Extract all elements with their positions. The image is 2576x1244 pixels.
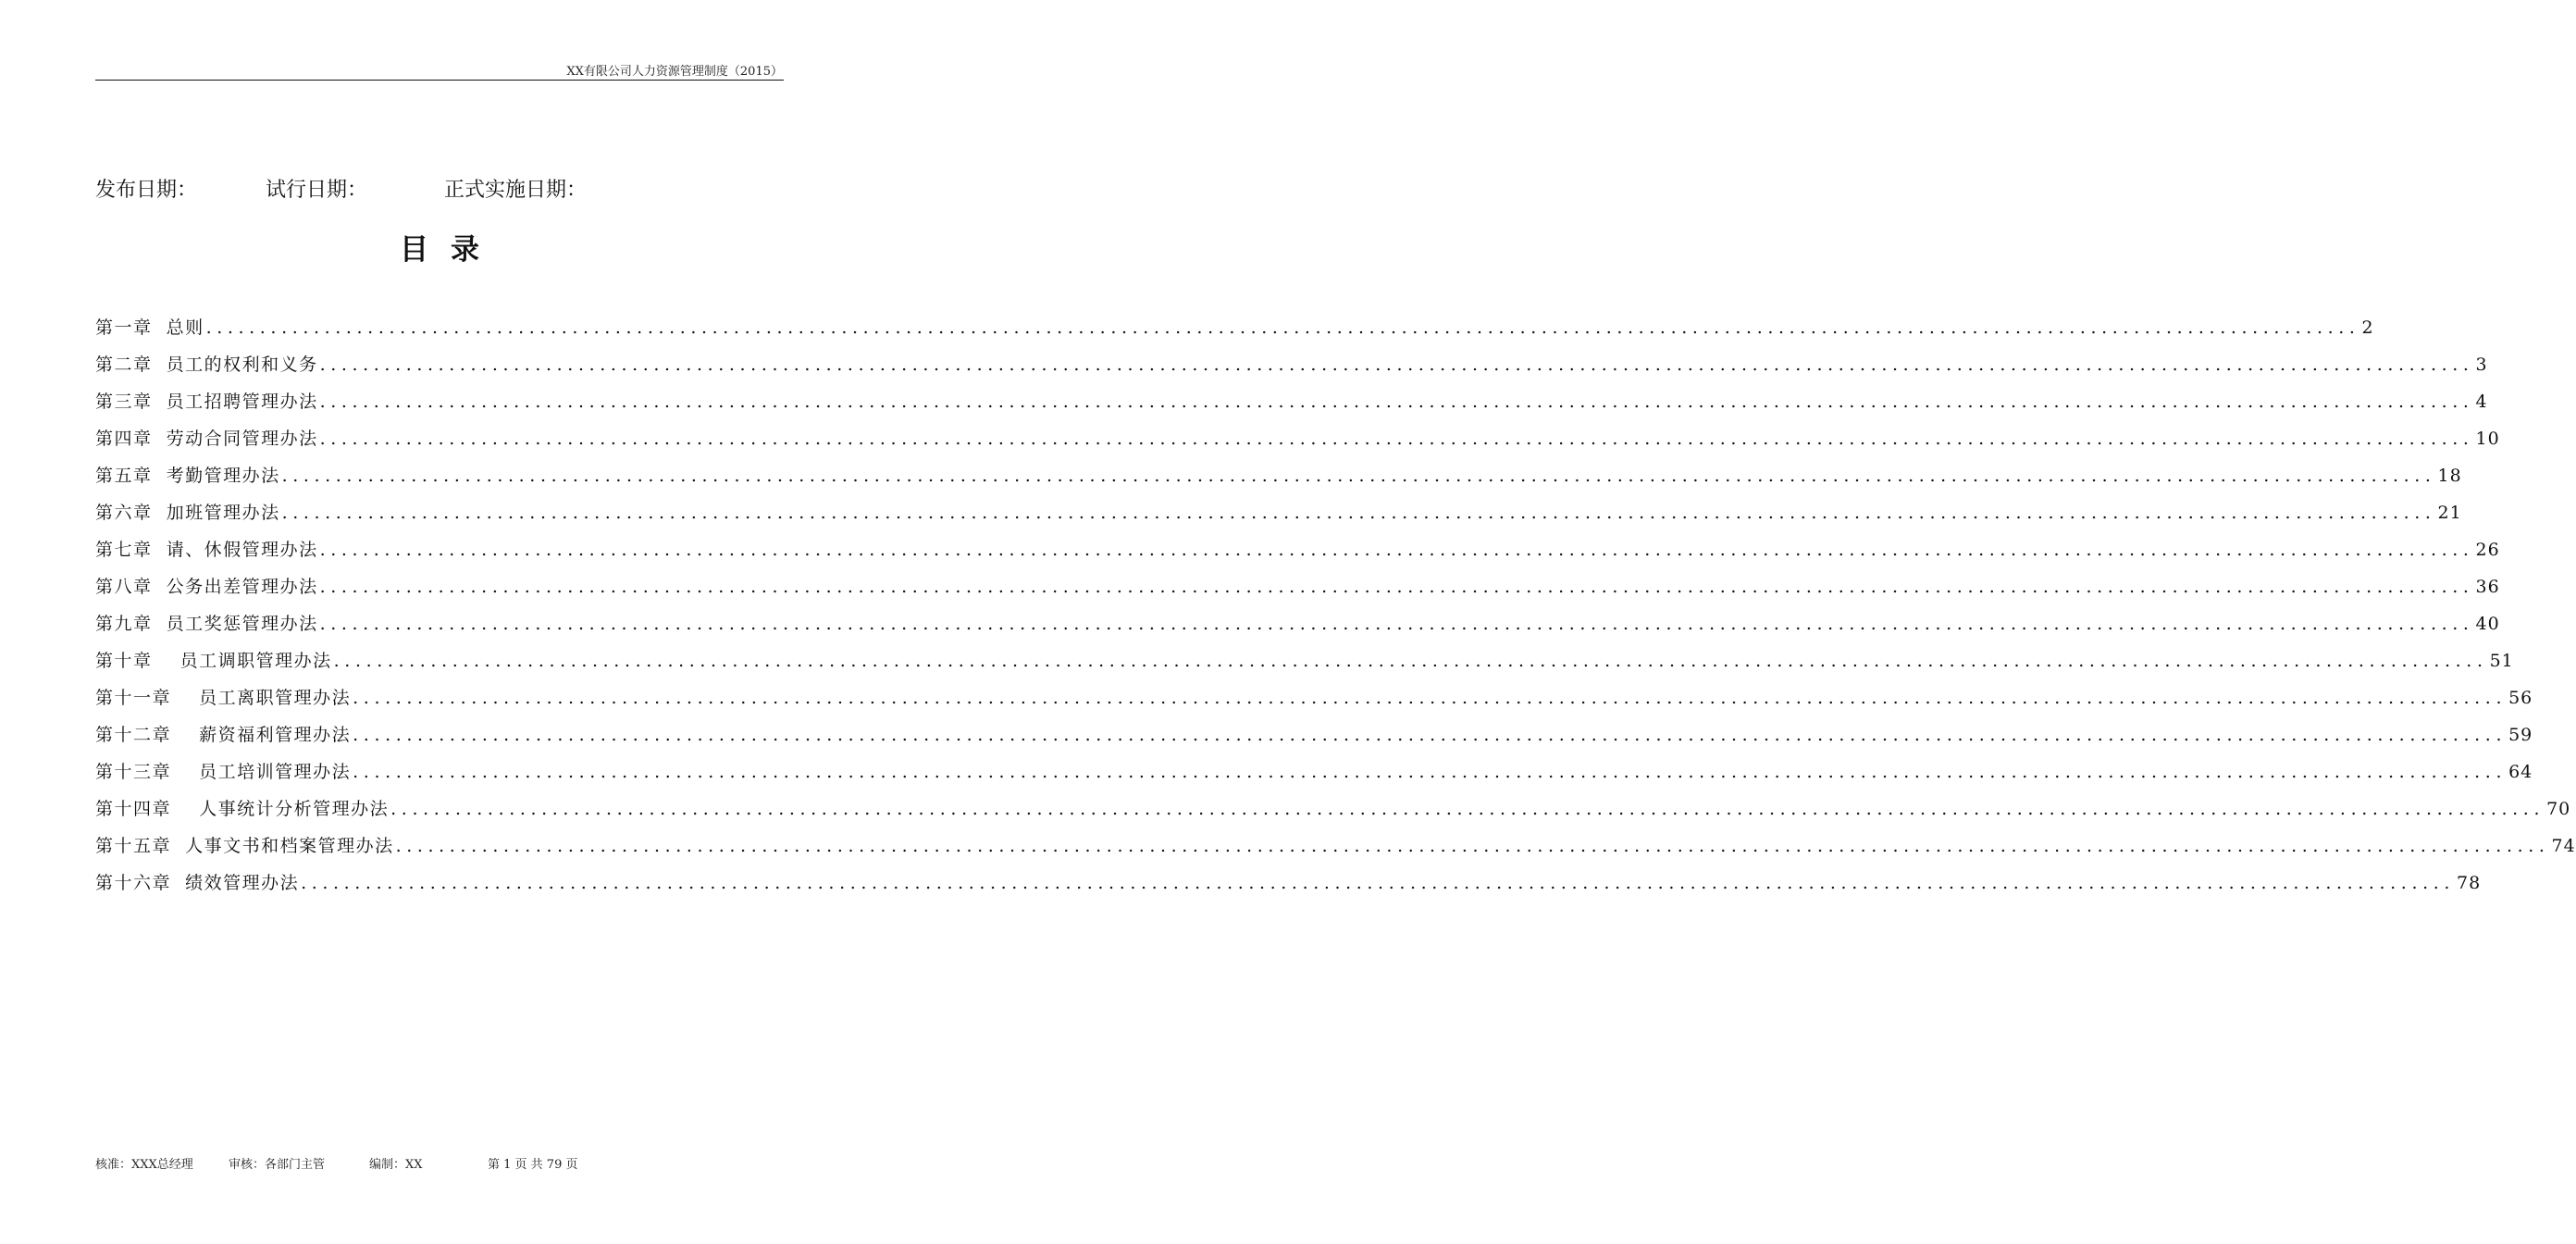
toc-entry[interactable] xyxy=(95,497,2462,534)
toc-entry[interactable] xyxy=(95,349,2488,386)
toc-entry-label: 第十五章 人事文书和档案管理办法 xyxy=(95,836,394,856)
toc-entry-page: 70 xyxy=(2546,799,2571,819)
toc-dot-leader: ........................................................................................................................................................................................................ xyxy=(333,651,2488,671)
toc-dot-leader: ........................................................................................................................................................................................................ xyxy=(319,540,2474,560)
toc-dot-leader: ........................................................................................................................................................................................................ xyxy=(319,429,2474,449)
toc-entry-page: 36 xyxy=(2475,577,2500,597)
toc-entry[interactable] xyxy=(95,682,2533,719)
toc-entry-page: 51 xyxy=(2489,651,2514,671)
toc-entry-page: 2 xyxy=(2361,317,2374,338)
toc-dot-leader: ........................................................................................................................................................................................................ xyxy=(319,392,2474,412)
footer-compiled: 编制：XX xyxy=(369,1158,423,1172)
header-divider xyxy=(95,80,784,81)
toc-entry[interactable] xyxy=(95,608,2500,645)
toc-entry-label: 第四章 劳动合同管理办法 xyxy=(95,429,318,449)
toc-entry-page: 64 xyxy=(2508,762,2533,782)
toc-entry-label: 第九章 员工奖惩管理办法 xyxy=(95,614,318,634)
footer-reviewed: 审核：各部门主管 xyxy=(229,1158,326,1172)
toc-entry[interactable] xyxy=(95,534,2500,571)
trial-date-label: 试行日期： xyxy=(266,179,368,202)
toc-entry-label: 第十四章 人事统计分析管理办法 xyxy=(95,799,390,819)
toc-dot-leader: ........................................................................................................................................................................................................ xyxy=(281,466,2436,486)
toc-entry[interactable] xyxy=(95,793,2571,830)
toc-dot-leader: ........................................................................................................................................................................................................ xyxy=(353,762,2508,782)
toc-entry[interactable] xyxy=(95,386,2488,423)
toc-entry-label: 第三章 员工招聘管理办法 xyxy=(95,392,318,412)
toc-entry-page: 4 xyxy=(2475,392,2488,412)
toc-entry-label: 第十章 员工调职管理办法 xyxy=(95,651,332,671)
toc-dot-leader: ........................................................................................................................................................................................................ xyxy=(395,836,2550,856)
toc-entry-label: 第八章 公务出差管理办法 xyxy=(95,577,318,597)
toc-entry[interactable] xyxy=(95,830,2576,867)
toc-entry-label: 第五章 考勤管理办法 xyxy=(95,466,280,486)
toc-entry-page: 56 xyxy=(2508,688,2533,708)
footer-page-info: 第 1 页 共 79 页 xyxy=(488,1158,578,1172)
toc-entry[interactable] xyxy=(95,867,2482,904)
toc-dot-leader: ........................................................................................................................................................................................................ xyxy=(319,355,2474,375)
toc-entry[interactable] xyxy=(95,460,2462,497)
toc-title: 目录 xyxy=(400,233,502,267)
toc-entry[interactable] xyxy=(95,719,2533,756)
toc-entry-page: 78 xyxy=(2457,873,2482,893)
toc-entry[interactable] xyxy=(95,423,2500,460)
effective-date-label: 正式实施日期： xyxy=(444,179,588,202)
toc-entry[interactable] xyxy=(95,645,2514,682)
toc-dot-leader: ........................................................................................................................................................................................................ xyxy=(353,688,2508,708)
toc-entry-page: 40 xyxy=(2475,614,2500,634)
toc-entry-page: 26 xyxy=(2475,540,2500,560)
toc-entry-page: 59 xyxy=(2508,725,2533,745)
date-fields xyxy=(95,174,784,205)
toc-entry-label: 第七章 请、休假管理办法 xyxy=(95,540,318,560)
toc-dot-leader: ........................................................................................................................................................................................................ xyxy=(205,317,2360,338)
toc-entry-label: 第十二章 薪资福利管理办法 xyxy=(95,725,352,745)
toc-dot-leader: ........................................................................................................................................................................................................ xyxy=(319,577,2474,597)
toc-dot-leader: ........................................................................................................................................................................................................ xyxy=(353,725,2508,745)
toc-entry-label: 第十一章 员工离职管理办法 xyxy=(95,688,352,708)
toc-entry[interactable] xyxy=(95,312,2374,349)
toc-entry-label: 第十三章 员工培训管理办法 xyxy=(95,762,352,782)
toc-dot-leader: ........................................................................................................................................................................................................ xyxy=(390,799,2545,819)
toc-entry-page: 18 xyxy=(2437,466,2462,486)
page-header-title: XX有限公司人力资源管理制度（2015） xyxy=(566,65,783,79)
toc-entry-label: 第六章 加班管理办法 xyxy=(95,503,280,523)
toc-entry-label: 第二章 员工的权利和义务 xyxy=(95,355,318,375)
toc-entry-page: 10 xyxy=(2475,429,2500,449)
toc-entry-page: 3 xyxy=(2475,355,2488,375)
toc-entry[interactable] xyxy=(95,571,2500,608)
table-of-contents xyxy=(95,312,2576,904)
toc-dot-leader: ........................................................................................................................................................................................................ xyxy=(281,503,2436,523)
toc-entry-page: 21 xyxy=(2437,503,2462,523)
footer-approved: 核准：XXX总经理 xyxy=(95,1158,193,1172)
toc-entry-label: 第一章 总则 xyxy=(95,317,204,338)
toc-dot-leader: ........................................................................................................................................................................................................ xyxy=(301,873,2456,893)
toc-dot-leader: ........................................................................................................................................................................................................ xyxy=(319,614,2474,634)
toc-entry-label: 第十六章 绩效管理办法 xyxy=(95,873,300,893)
publish-date-label: 发布日期： xyxy=(95,179,198,202)
toc-entry[interactable] xyxy=(95,756,2533,793)
toc-entry-page: 74 xyxy=(2551,836,2576,856)
